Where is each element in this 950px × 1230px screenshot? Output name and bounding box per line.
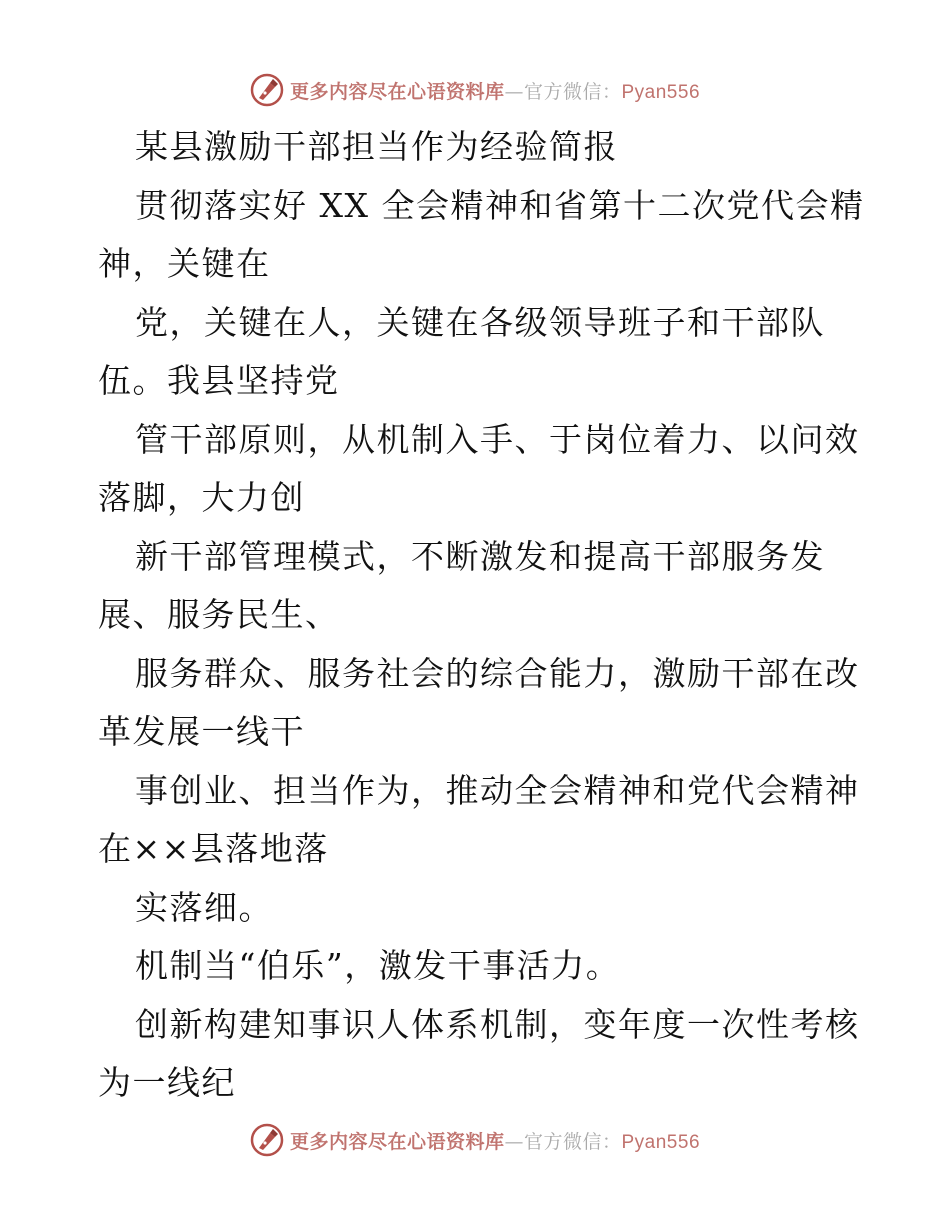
text-line: 伍。我县坚持党	[98, 361, 340, 400]
text-line: 为一线纪	[98, 1063, 236, 1102]
section-heading: 机制当“伯乐”，激发干事活力。	[135, 946, 621, 985]
watermark-separator: —	[504, 80, 524, 103]
text-line: 在××县落地落	[98, 829, 329, 868]
watermark-label: 官方微信：	[523, 80, 622, 103]
watermark-id: Pyan556	[621, 1131, 701, 1153]
text-line: 展、服务民生、	[98, 595, 340, 634]
text-line: 革发展一线干	[98, 712, 305, 751]
text-line: 服务群众、服务社会的综合能力，激励干部在改	[135, 653, 860, 693]
text-line: 实落细。	[135, 887, 273, 927]
text-line: 管干部原则，从机制入手、于岗位着力、以问效	[135, 419, 860, 459]
text-line: 神，关键在	[98, 244, 271, 283]
text-line: 贯彻落实好 XX 全会精神和省第十二次党代会精	[135, 185, 865, 225]
header-watermark	[0, 70, 950, 110]
text-line: 党，关键在人，关键在各级领导班子和干部队	[135, 302, 825, 342]
watermark-site: 更多内容尽在心语资料库	[289, 80, 505, 103]
text-line: 落脚，大力创	[98, 478, 305, 517]
document-body	[98, 118, 865, 1113]
watermark-site: 更多内容尽在心语资料库	[289, 1130, 505, 1153]
text-line: 创新构建知事识人体系机制，变年度一次性考核	[135, 1004, 860, 1044]
pen-nib-logo-icon	[250, 1123, 284, 1157]
pen-nib-logo-icon	[250, 73, 284, 107]
text-line: 新干部管理模式，不断激发和提高干部服务发	[135, 536, 825, 576]
watermark-separator: —	[504, 1130, 524, 1153]
watermark-label: 官方微信：	[523, 1130, 622, 1153]
watermark-text	[290, 1127, 700, 1154]
document-title: 某县激励干部担当作为经验简报	[135, 127, 618, 166]
text-line: 事创业、担当作为，推动全会精神和党代会精神	[135, 770, 860, 810]
watermark-text	[290, 77, 700, 104]
watermark-id: Pyan556	[621, 81, 701, 103]
footer-watermark	[0, 1120, 950, 1160]
